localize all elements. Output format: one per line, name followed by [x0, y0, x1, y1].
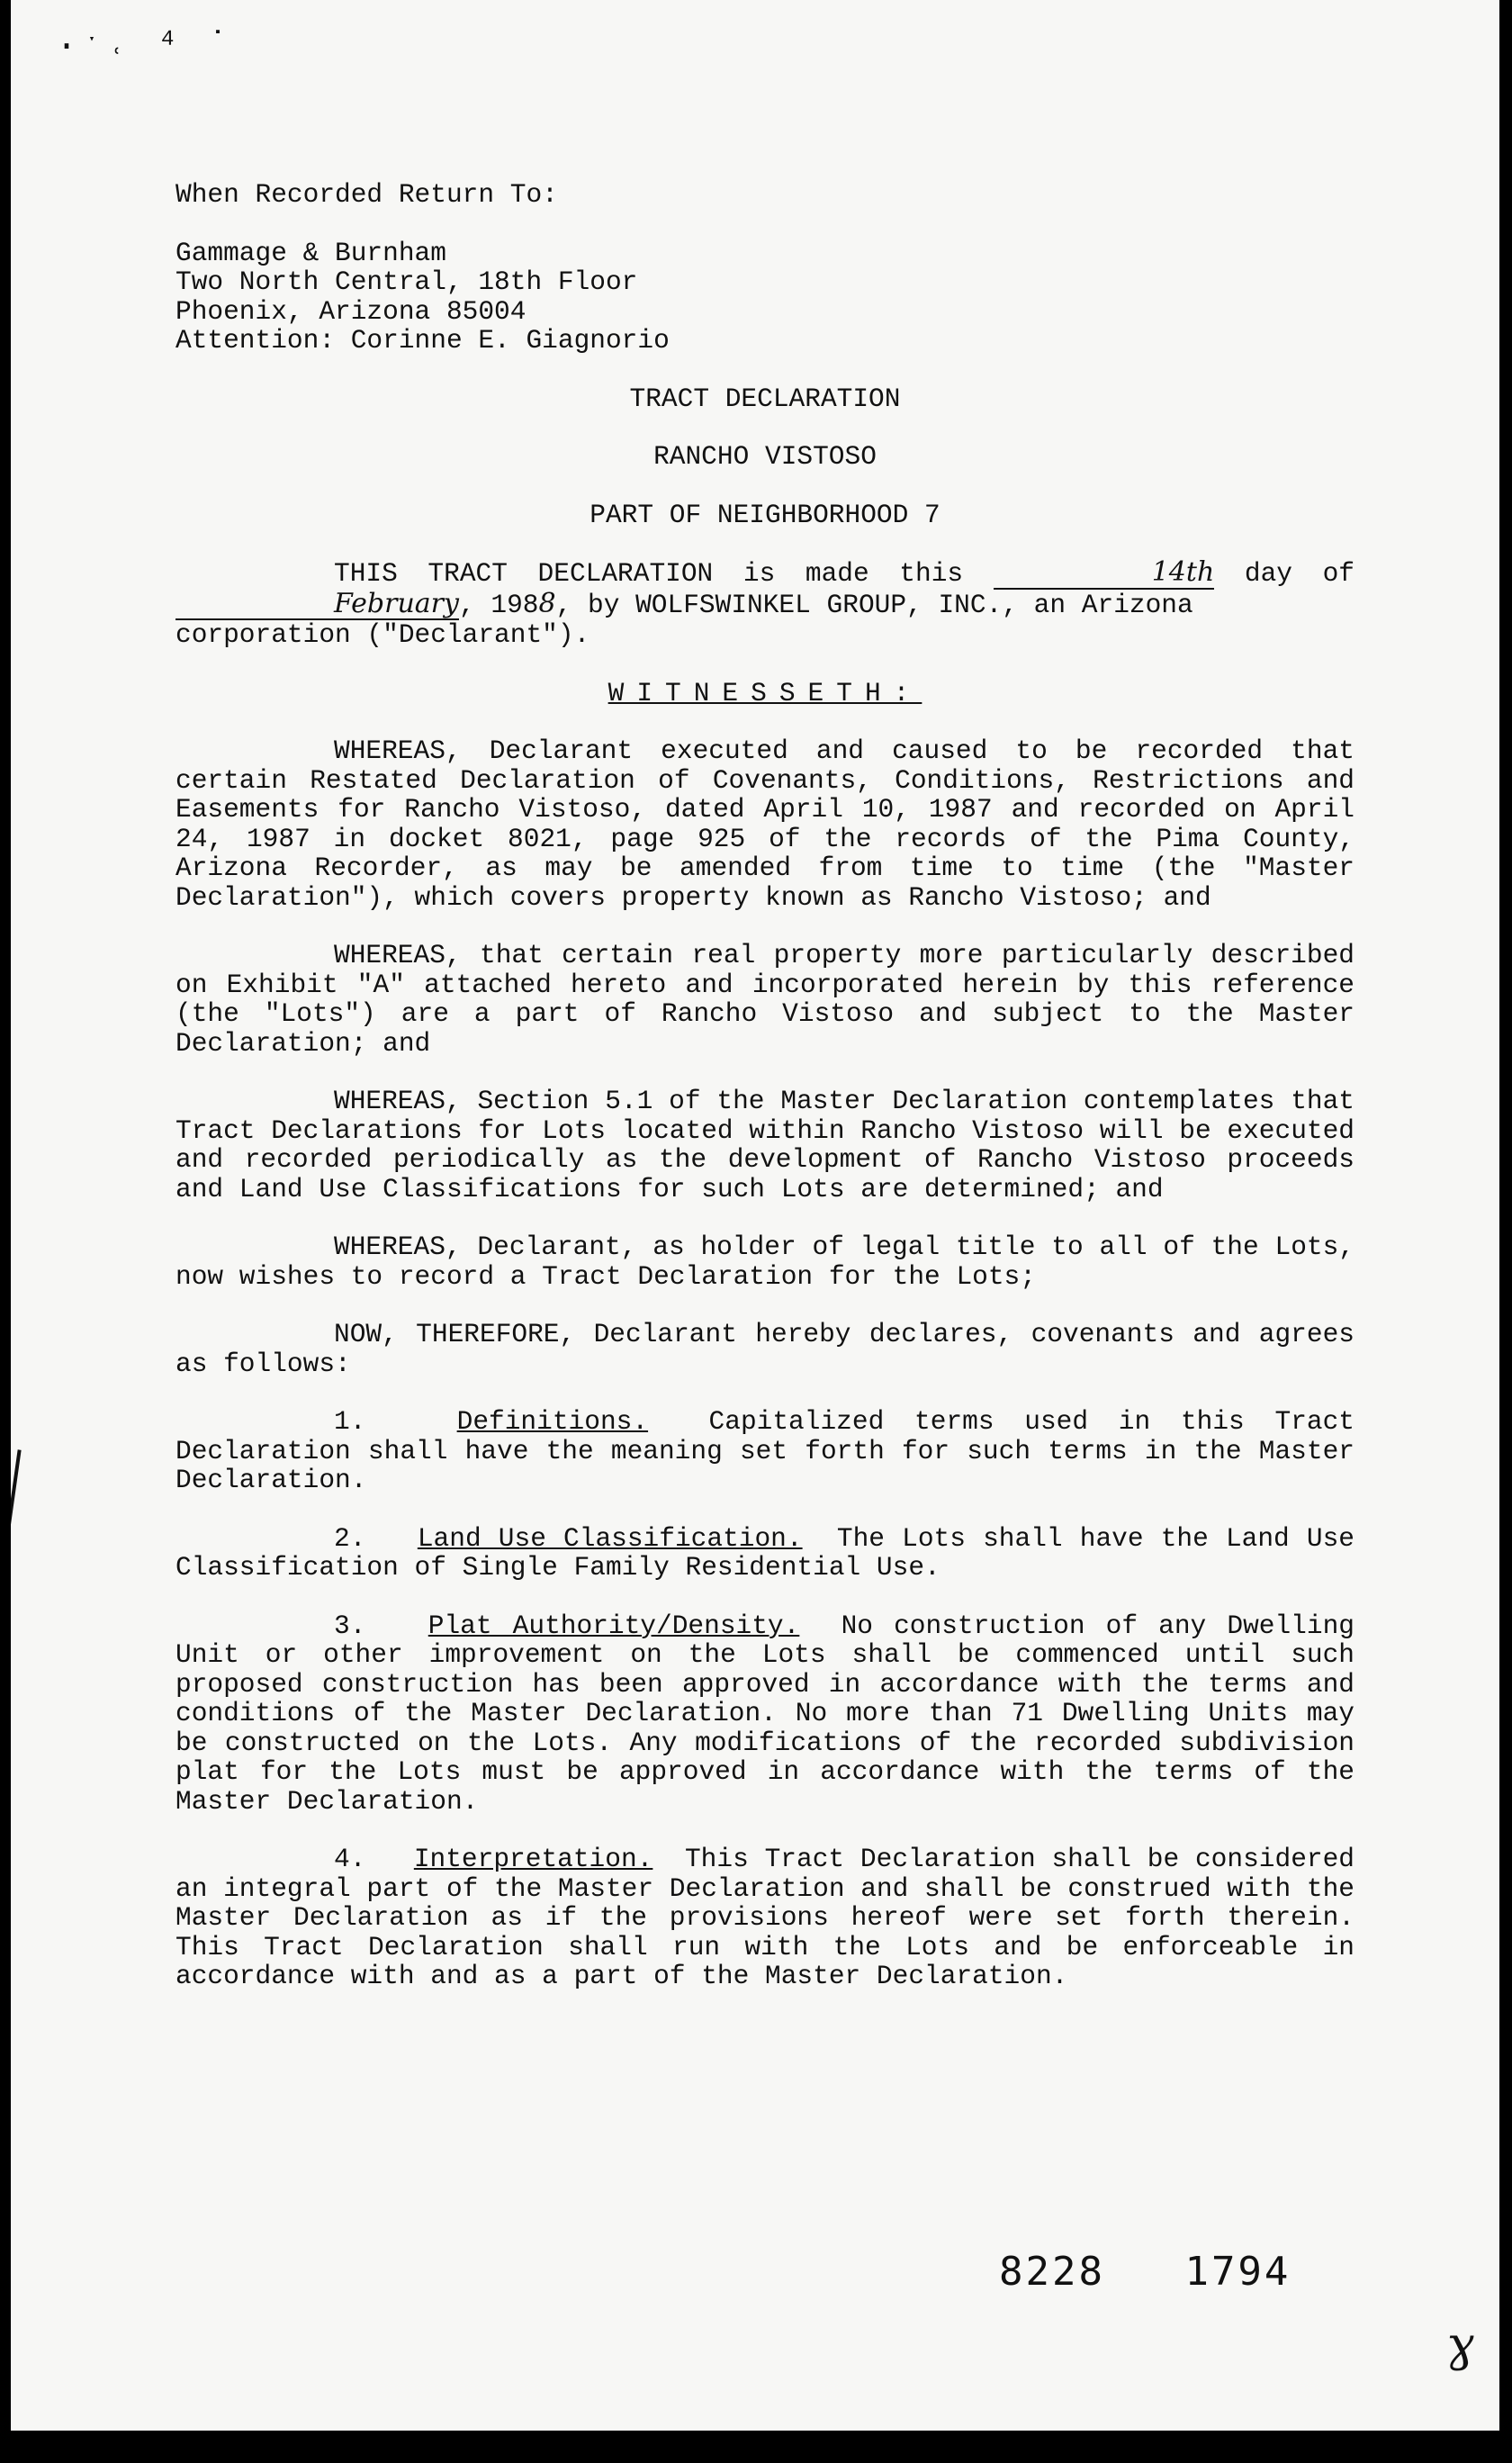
whereas-paragraph: WHEREAS, Declarant, as holder of legal title to all of the Lots, now wishes to record a Tract Declaration for the Lots; [176, 1232, 1354, 1292]
section-number: 1. [334, 1406, 366, 1437]
section-1 [176, 1407, 1354, 1495]
section-text: Capitalized terms used in this Tract Declaration shall have the meaning set forth for such terms in the Master Declaration. [176, 1406, 1355, 1495]
section-number: 4. [334, 1844, 366, 1874]
section-number: 2. [334, 1522, 366, 1554]
scan-marks: ·ˑ˓ ⁴ ˙ [56, 27, 233, 68]
section-3 [176, 1611, 1354, 1817]
scan-bottom-border [0, 2431, 1512, 2463]
section-text: This Tract Declaration shall be considered an integral part of the Master Declaration and shall be construed with the Master Declaration as if the provisions hereof were set forth therein. This Tract Declaration shall run with the Lots and be enforceable in accordance with and as a part of the Master Declaration. [176, 1844, 1355, 1991]
document-body [176, 180, 1354, 2020]
therefore-paragraph: NOW, THEREFORE, Declarant hereby declares, covenants and agrees as follows: [176, 1319, 1354, 1379]
docket-page-number [999, 2249, 1291, 2295]
section-number: 3. [334, 1610, 366, 1641]
document-title: TRACT DECLARATION [629, 383, 901, 414]
return-address [176, 239, 1354, 356]
document-subtitle: RANCHO VISTOSO [653, 441, 877, 472]
section-text: The Lots shall have the Land Use Classification of Single Family Residential Use. [176, 1522, 1355, 1583]
whereas-paragraph: WHEREAS, that certain real property more particularly described on Exhibit "A" attached hereto and incorporated herein by this reference (the "Lots") are a part of Rancho Vistoso and subject to the Master Declaration; and [176, 940, 1354, 1059]
section-heading: Land Use Classification. [417, 1522, 803, 1554]
intro-text: THIS TRACT DECLARATION is made this [334, 558, 964, 589]
handwritten-year: 8 [538, 587, 556, 619]
section-4 [176, 1845, 1354, 1991]
handwritten-day: 14th [994, 558, 1215, 590]
whereas-paragraph: WHEREAS, Section 5.1 of the Master Declaration contemplates that Tract Declarations for Lots located within Rancho Vistoso will be executed and recorded periodically as the development of Rancho Vistoso proceeds and Land Use Classifications for such Lots are determined; and [176, 1086, 1355, 1204]
docket-number: 8228 [999, 2249, 1105, 2295]
intro-paragraph [176, 558, 1354, 650]
intro-year-prefix: , 198 [458, 589, 539, 620]
address-line: Two North Central, 18th Floor [176, 266, 638, 297]
intro-rest: , by WOLFSWINKEL GROUP, INC., an Arizona [555, 589, 1193, 620]
document-subtitle-2: PART OF NEIGHBORHOOD 7 [590, 499, 940, 530]
scan-artifact-line [11, 1449, 22, 1547]
return-heading: When Recorded Return To: [176, 179, 558, 210]
address-line: Phoenix, Arizona 85004 [176, 295, 526, 327]
section-heading: Interpretation. [413, 1844, 653, 1874]
section-heading: Definitions. [456, 1406, 649, 1437]
corner-handwritten-mark: ɣ [1445, 2318, 1474, 2372]
section-2 [176, 1524, 1354, 1583]
witnesseth-heading: WITNESSETH: [608, 677, 922, 708]
intro-day-of: day of [1244, 558, 1355, 589]
return-block [176, 180, 1354, 210]
section-heading: Plat Authority/Density. [428, 1610, 800, 1641]
intro-last-line: corporation ("Declarant"). [176, 619, 590, 650]
handwritten-month: February [176, 590, 459, 621]
page-number: 1794 [1184, 2249, 1292, 2295]
address-line: Gammage & Burnham [176, 237, 446, 268]
whereas-paragraph: WHEREAS, Declarant executed and caused to be recorded that certain Restated Declaration of Covenants, Conditions, Restrictions and Easements for Rancho Vistoso, dated April 10, 1987 and recorded on April 24, 1987 in docket 8021, page 925 of the records of the Pima County, Arizona Recorder, as may be amended from time to time (the "Master Declaration"), which covers property known as Rancho Vistoso; and [176, 735, 1354, 913]
section-text: No construction of any Dwelling Unit or other improvement on the Lots shall be commenced until such proposed construction has been approved in accordance with the terms and conditions of the Master Declaration. No more than 71 Dwelling Units may be constructed on the Lots. Any modifications of the recorded subdivision plat for the Lots must be approved in accordance with the terms of the Master Declaration. [176, 1610, 1354, 1817]
address-line: Attention: Corinne E. Giagnorio [176, 325, 670, 356]
document-page [11, 0, 1499, 2431]
